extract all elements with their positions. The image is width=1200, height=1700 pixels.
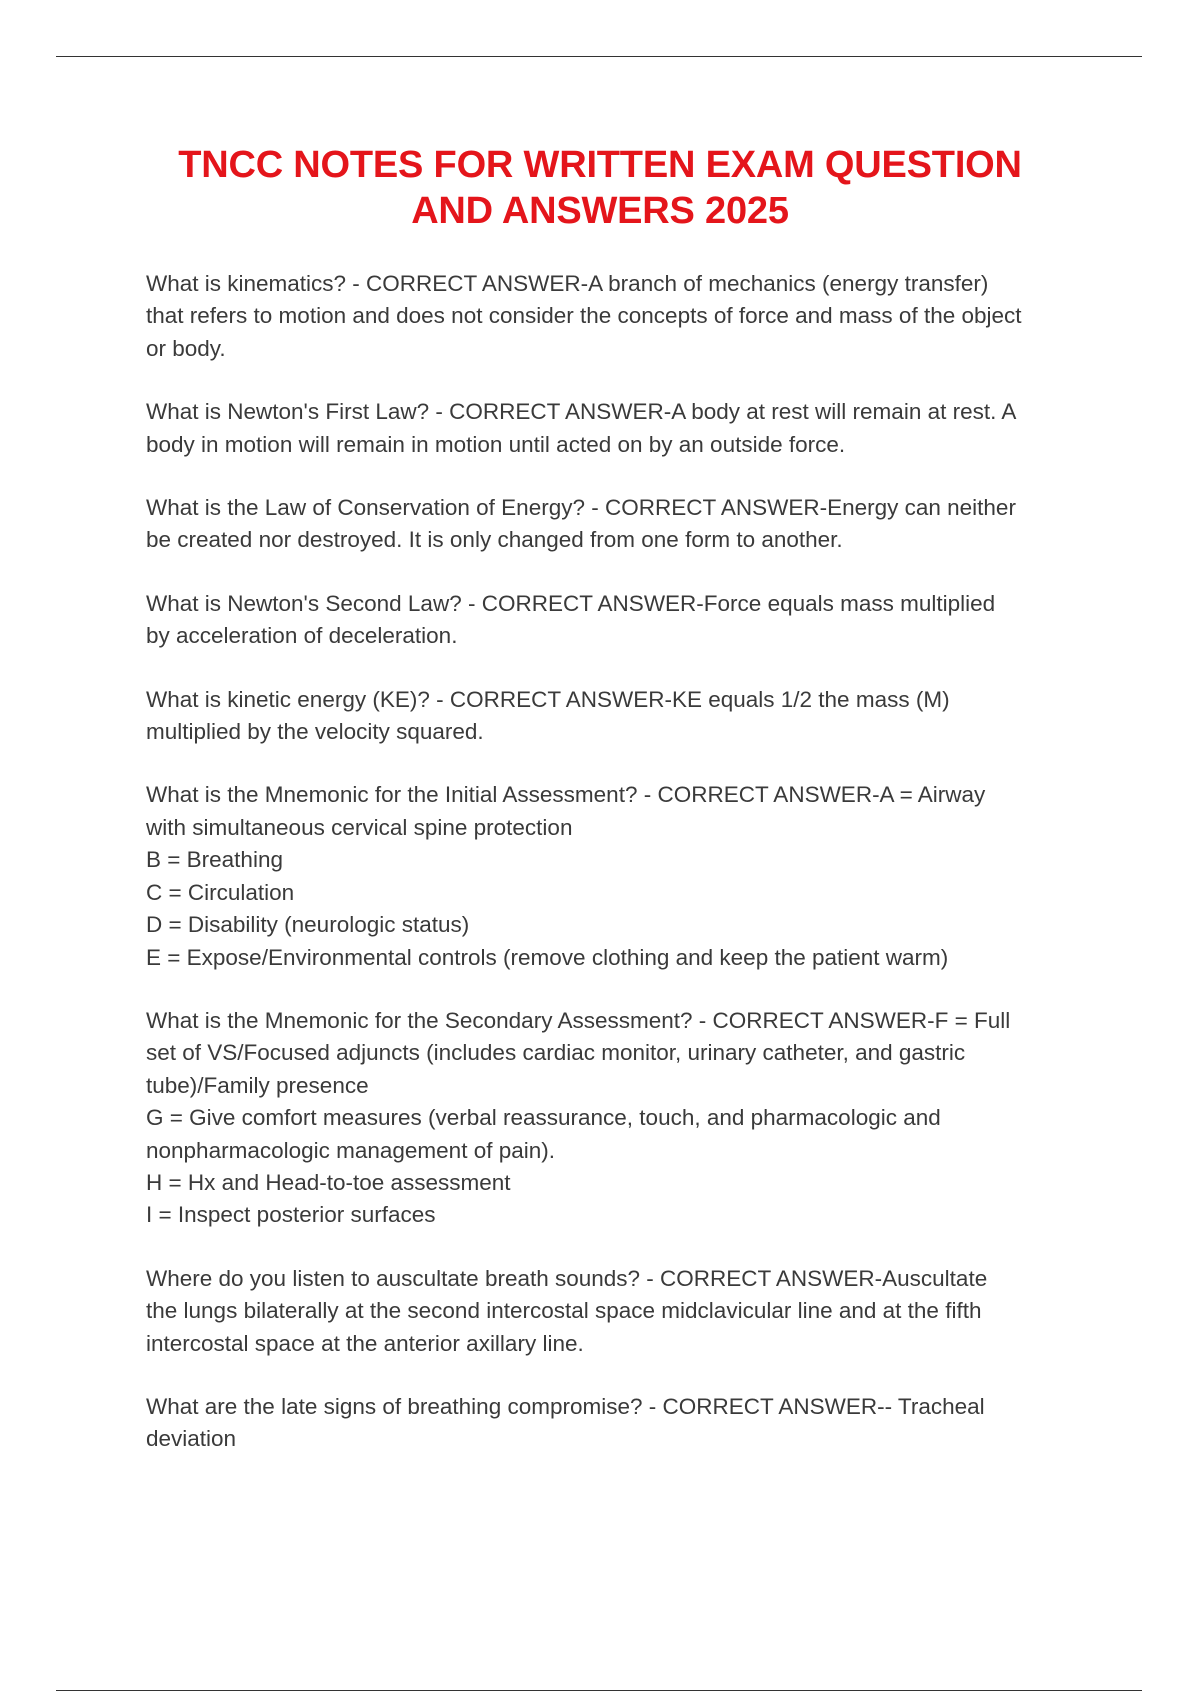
title-line: AND ANSWERS 2025 xyxy=(411,190,789,232)
qa-list xyxy=(146,268,1096,1487)
qa-line: or body. xyxy=(146,335,226,361)
qa-line: multiplied by the velocity squared. xyxy=(146,719,484,745)
qa-line: What is the Mnemonic for the Secondary Assessment? - CORRECT ANSWER-F = Full xyxy=(146,1007,1011,1033)
qa-line: H = Hx and Head-to-toe assessment xyxy=(146,1169,511,1195)
qa-line: deviation xyxy=(146,1426,237,1452)
qa-line: I = Inspect posterior surfaces xyxy=(146,1202,436,1228)
qa-line: What is kinematics? - CORRECT ANSWER-A branch of mechanics (energy transfer) xyxy=(146,271,989,296)
qa-line: What is kinetic energy (KE)? - CORRECT ANSWER-KE equals 1/2 the mass (M) xyxy=(146,686,950,712)
qa-item-kinematics xyxy=(146,268,1096,365)
qa-item-secondary-assessment xyxy=(146,1005,1096,1232)
qa-item-newtons-first-law xyxy=(146,396,1096,461)
qa-item-kinetic-energy xyxy=(146,684,1096,749)
qa-line: What is the Mnemonic for the Initial Assessment? - CORRECT ANSWER-A = Airway xyxy=(146,782,986,808)
qa-item-breath-sounds xyxy=(146,1263,1096,1360)
qa-line: be created nor destroyed. It is only changed from one form to another. xyxy=(146,527,843,553)
qa-line: What are the late signs of breathing compromise? - CORRECT ANSWER-- Tracheal xyxy=(146,1393,985,1419)
qa-line: set of VS/Focused adjuncts (includes cardiac monitor, urinary catheter, and gastric xyxy=(146,1040,966,1066)
qa-line: tube)/Family presence xyxy=(146,1072,369,1098)
qa-line: E = Expose/Environmental controls (remove clothing and keep the patient warm) xyxy=(146,944,949,970)
qa-item-late-signs-breathing xyxy=(146,1391,1096,1456)
title-line: TNCC NOTES FOR WRITTEN EXAM QUESTION xyxy=(178,144,1022,186)
qa-line: the lungs bilaterally at the second intercostal space midclavicular line and at the fifth xyxy=(146,1298,982,1324)
top-rule xyxy=(56,56,1142,57)
bottom-rule xyxy=(56,1690,1142,1691)
qa-line: body in motion will remain in motion until acted on by an outside force. xyxy=(146,431,846,457)
qa-line: What is Newton's Second Law? - CORRECT ANSWER-Force equals mass multiplied xyxy=(146,590,996,616)
qa-line: by acceleration of deceleration. xyxy=(146,623,458,649)
qa-line: that refers to motion and does not consider the concepts of force and mass of the object xyxy=(146,303,1022,329)
qa-item-initial-assessment xyxy=(146,779,1096,973)
qa-line: What is the Law of Conservation of Energy? - CORRECT ANSWER-Energy can neither xyxy=(146,495,1016,521)
qa-line: C = Circulation xyxy=(146,879,295,905)
qa-line: G = Give comfort measures (verbal reassurance, touch, and pharmacologic and xyxy=(146,1105,941,1131)
qa-item-conservation-of-energy xyxy=(146,492,1096,557)
qa-line: What is Newton's First Law? - CORRECT ANSWER-A body at rest will remain at rest. A xyxy=(146,399,1017,425)
qa-item-newtons-second-law xyxy=(146,588,1096,653)
document-title xyxy=(100,142,1100,234)
qa-line: with simultaneous cervical spine protection xyxy=(146,814,573,840)
qa-line: Where do you listen to auscultate breath sounds? - CORRECT ANSWER-Auscultate xyxy=(146,1265,988,1291)
qa-line: nonpharmacologic management of pain). xyxy=(146,1137,555,1163)
qa-line: intercostal space at the anterior axillary line. xyxy=(146,1330,584,1356)
qa-line: B = Breathing xyxy=(146,847,283,873)
qa-line: D = Disability (neurologic status) xyxy=(146,912,470,938)
